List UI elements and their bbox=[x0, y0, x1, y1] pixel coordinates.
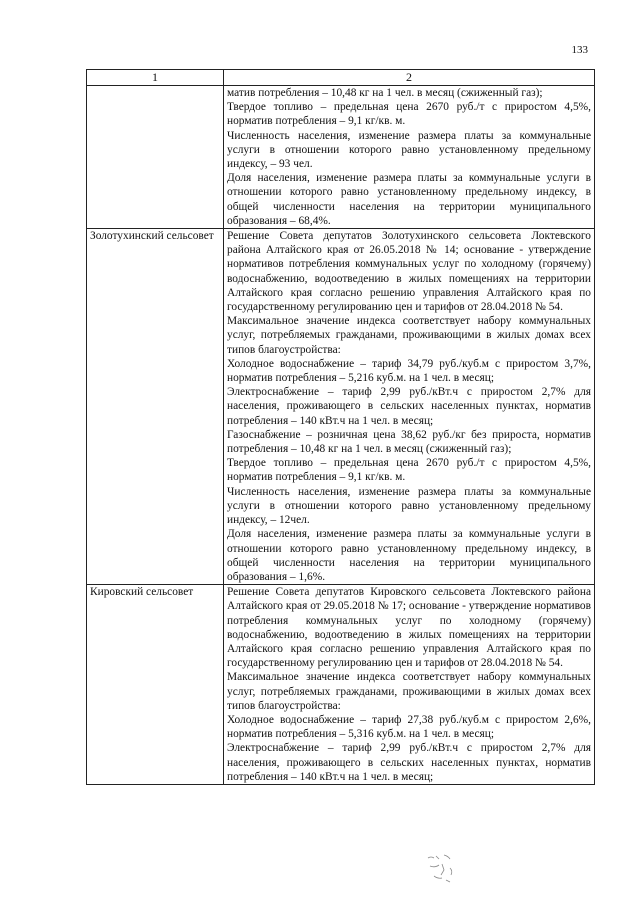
paragraph: Максимальное значение индекса соответствует набору коммунальных услуг, потребляемых гражданами, проживающими в жилых домах всех типов благоустройства: bbox=[227, 315, 591, 356]
paragraph: Численность населения, изменение размера платы за коммунальные услуги в отношении которого равно установленному предельному индексу, – 12чел. bbox=[227, 485, 591, 527]
column-header-2: 2 bbox=[224, 70, 595, 86]
paragraph: Твердое топливо – предельная цена 2670 руб./т с приростом 4,5%, норматив потребления – 9,1 кг/кв. м. bbox=[227, 457, 591, 484]
page-number: 133 bbox=[571, 44, 588, 56]
paragraph: матив потребления – 10,48 кг на 1 чел. в месяц (сжиженный газ); bbox=[227, 87, 543, 99]
paragraph: Решение Совета депутатов Золотухинского сельсовета Локтевского района Алтайского края от 26.05.2018 № 14; основание - утверждение нормативов потребления коммунальных услуг по холодному (горячему) водоснабжению, водоотведению в жилых помещениях на территории Алтайского края согласно решению управления Алтайского края по государственному регулированию цен и тарифов от 28.04.2018 № 54. bbox=[227, 230, 591, 314]
table-row bbox=[87, 229, 595, 585]
table-row bbox=[87, 585, 595, 785]
municipality-name: Кировский сельсовет bbox=[87, 585, 224, 785]
paragraph: Доля населения, изменение размера платы за коммунальные услуги в отношении которого равно установленному предельному индексу, в общей численности населения на территории муниципального образования – 1,6%. bbox=[227, 528, 591, 583]
row-content bbox=[224, 229, 595, 585]
paragraph: Твердое топливо – предельная цена 2670 руб./т с приростом 4,5%, норматив потребления – 9,1 кг/кв. м. bbox=[227, 101, 591, 128]
row-content bbox=[224, 86, 595, 229]
paragraph: Доля населения, изменение размера платы за коммунальные услуги в отношении которого равно установленному предельному индексу, в общей численности населения на территории муниципального образования – 68,4%. bbox=[227, 172, 591, 227]
paragraph: Электроснабжение – тариф 2,99 руб./кВт.ч с приростом 2,7% для населения, проживающего в сельских населенных пунктах, норматив потребления – 140 кВт.ч на 1 чел. в месяц; bbox=[227, 742, 591, 783]
paragraph: Численность населения, изменение размера платы за коммунальные услуги в отношении которого равно установленному предельному индексу, – 93 чел. bbox=[227, 129, 591, 171]
municipality-name bbox=[87, 86, 224, 229]
paragraph: Максимальное значение индекса соответствует набору коммунальных услуг, потребляемых гражданами, проживающими в жилых домах всех типов благоустройства: bbox=[227, 671, 591, 712]
row-content bbox=[224, 585, 595, 785]
paragraph: Холодное водоснабжение – тариф 27,38 руб./куб.м с приростом 2,6%, норматив потребления – 5,316 куб.м. на 1 чел. в месяц; bbox=[227, 713, 591, 741]
municipality-name: Золотухинский сельсовет bbox=[87, 229, 224, 585]
scan-smudge-mark bbox=[424, 852, 460, 886]
paragraph: Холодное водоснабжение – тариф 34,79 руб./куб.м с приростом 3,7%, норматив потребления – 5,216 куб.м. на 1 чел. в месяц; bbox=[227, 357, 591, 385]
paragraph: Решение Совета депутатов Кировского сельсовета Локтевского района Алтайского края от 29.05.2018 № 17; основание - утверждение нормативов потребления коммунальных услуг по холодному (горячему) водоснабжению, водоотведению в жилых помещениях на территории Алтайского края согласно решению управления Алтайского края по государственному регулированию цен и тарифов от 28.04.2018 № 54. bbox=[227, 586, 591, 670]
table-header-row bbox=[87, 70, 595, 86]
data-table bbox=[86, 69, 595, 785]
paragraph: Газоснабжение – розничная цена 38,62 руб./кг без прироста, норматив потребления – 10,48 кг на 1 чел. в месяц (сжиженный газ); bbox=[227, 428, 591, 456]
column-header-1: 1 bbox=[87, 70, 224, 86]
paragraph: Электроснабжение – тариф 2,99 руб./кВт.ч с приростом 2,7% для населения, проживающего в сельских населенных пунктах, норматив потребления – 140 кВт.ч на 1 чел. в месяц; bbox=[227, 386, 591, 427]
table-row bbox=[87, 86, 595, 229]
